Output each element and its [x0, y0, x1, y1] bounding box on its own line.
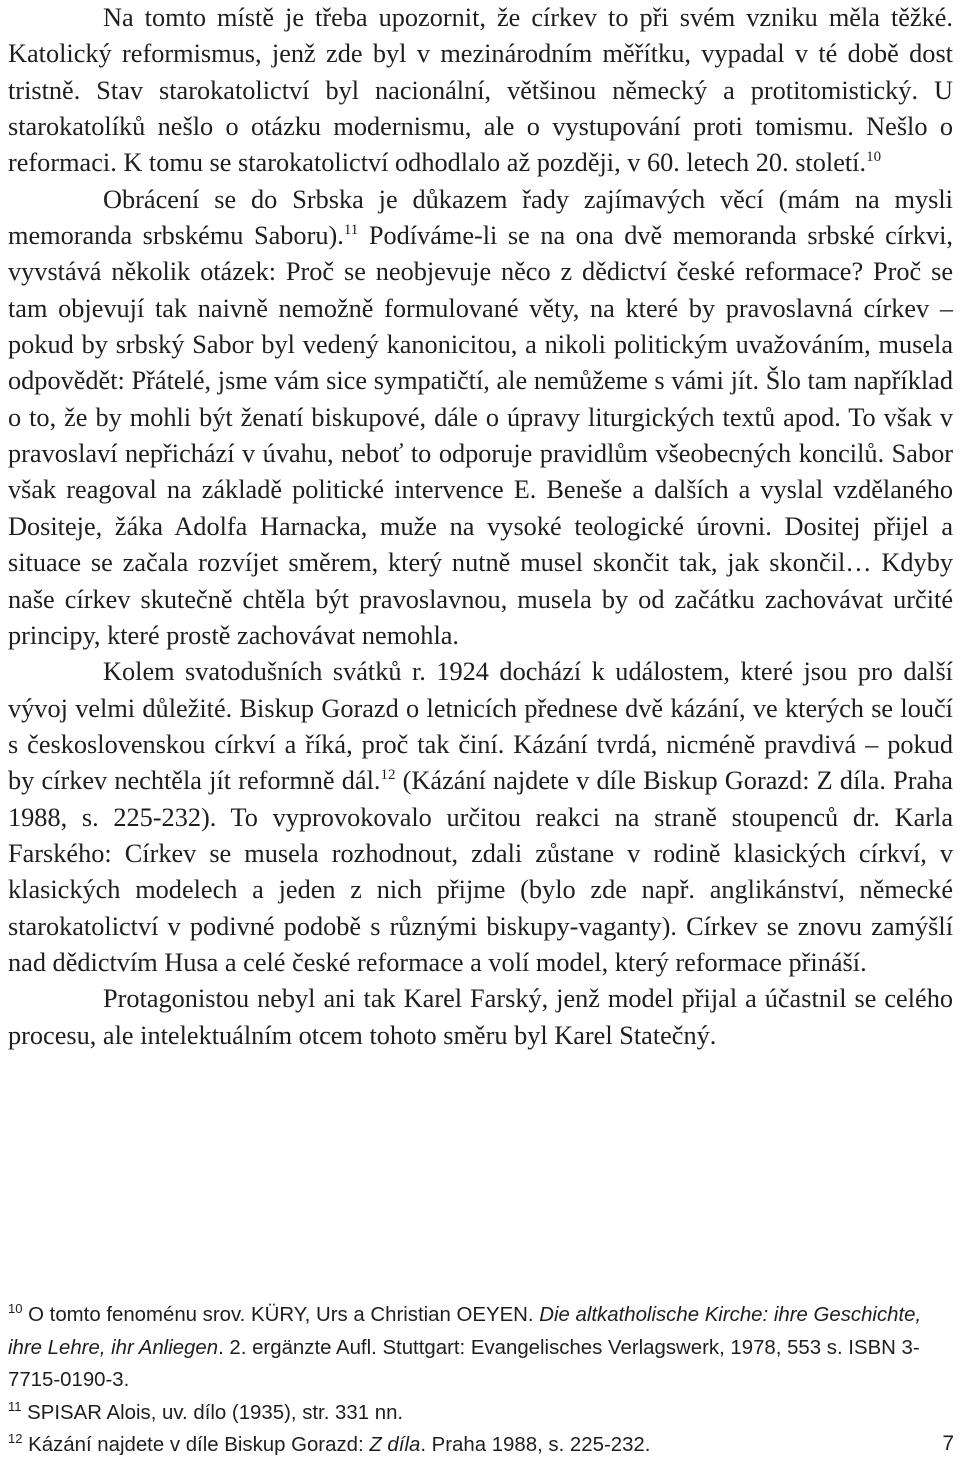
paragraph-2: [8, 182, 953, 654]
paragraph-2-text-a: Obrácení se do Srbska je důkazem řady zajímavých věcí (mám na mysli memoranda srbskému Saboru).: [8, 184, 953, 251]
footnote-text: . 2. ergänzte Aufl. Stuttgart: Evangelisches Verlagswerk, 1978, 553 s. ISBN 3-7715-0190-3.: [8, 1336, 920, 1391]
page-number: 7: [942, 1432, 954, 1455]
footnote-number: 11: [8, 1398, 22, 1414]
paragraph-3-text-b: (Kázání najdete v díle Biskup Gorazd: Z díla. Praha 1988, s. 225-232). To vyprovokovalo určitou reakci na straně stoupenců dr. Karla Farského: Církev se musela rozhodnout, zdali zůstane v rodině klasických církví, v klasických modelech a jeden z nich přijme (bylo zde např. anglikánství, německé starokatolictví v podivné podobě s různými biskupy-vaganty). Církev se znovu zamýšlí nad dědictvím Husa a celé české reformace a volí model, který reformace přináší.: [8, 766, 953, 977]
footnote-number: 10: [8, 1301, 23, 1317]
footnote-11: [8, 1397, 953, 1430]
footnote-ref-12: 12: [380, 767, 396, 784]
footnote-12: [8, 1429, 953, 1462]
footnote-ref-10: 10: [866, 149, 882, 166]
footnote-text: Kázání najdete v díle Biskup Gorazd:: [22, 1434, 370, 1456]
footnote-number: 12: [8, 1431, 23, 1447]
footnote-title: Z díla: [369, 1434, 421, 1456]
footnote-text: . Praha 1988, s. 225-232.: [420, 1434, 651, 1456]
footnote-title: Die altkatholische Kirche: ihre Geschichte, ihre Lehre, ihr Anliegen: [8, 1304, 922, 1359]
body-text: [8, 0, 953, 1054]
paragraph-3-text-a: Kolem svatodušních svátků r. 1924 dochází k událostem, které jsou pro další vývoj velmi důležité. Biskup Gorazd o letnicích přednese dvě kázání, ve kterých se loučí s československou církví a říká, proč tak činí. Kázání tvrdá, nicméně pravdivá – pokud by církev nechtěla jít reformně dál.: [8, 657, 953, 796]
paragraph-4: [8, 981, 953, 1054]
footnote-10: [8, 1299, 953, 1397]
footnote-text: O tomto fenoménu srov. KÜRY, Urs a Christian OEYEN.: [22, 1304, 540, 1326]
paragraph-1: [8, 0, 953, 182]
footnotes: [8, 1299, 953, 1462]
footnote-text: SPISAR Alois, uv. dílo (1935), str. 331 nn.: [21, 1401, 404, 1424]
paragraph-1-text: Na tomto místě je třeba upozornit, že církev to při svém vzniku měla těžké. Katolický reformismus, jenž zde byl v mezinárodním měřítku, vypadal v té době dost tristně. Stav starokatolictví byl nacionální, většinou německý a protitomistický. U starokatolíků nešlo o otázku modernismu, ale o vystupování proti tomismu. Nešlo o reformaci. K tomu se starokatolictví odhodlalo až později, v 60. letech 20. století.: [8, 3, 953, 178]
paragraph-2-text-b: Podíváme-li se na ona dvě memoranda srbské církvi, vyvstává několik otázek: Proč se neobjevuje něco z dědictví české reformace? Proč se tam objevují tak naivně nemožně formulované věty, na které by pravoslavná církev – pokud by srbský Sabor byl vedený kanonicitou, a nikoli politickým uvažováním, musela odpovědět: Přátelé, jsme vám sice sympatičtí, ale nemůžeme s vámi jít. Šlo tam například o to, že by mohli být ženatí biskupové, dále o úpravy liturgických textů apod. To však v pravoslaví nepřichází v úvahu, neboť to odporuje pravidlům všeobecných koncilů. Sabor však reagoval na základě politické intervence E. Beneše a dalších a vyslal vzdělaného Dositeje, žáka Adolfa Harnacka, muže na vysoké teologické úrovni. Dositej přijel a situace se začala rozvíjet směrem, který nutně musel skončit tak, jak skončil… Kdyby naše církev skutečně chtěla být pravoslavnou, musela by od začátku zachovávat určité principy, které prostě zachovávat nemohla.: [8, 221, 953, 650]
paragraph-4-text: Protagonistou nebyl ani tak Karel Farský, jenž model přijal a účastnil se celého procesu, ale intelektuálním otcem tohoto směru byl Karel Statečný.: [8, 984, 953, 1050]
paragraph-3: [8, 654, 953, 981]
footnote-ref-11: 11: [343, 222, 359, 239]
document-page: [8, 0, 953, 1472]
